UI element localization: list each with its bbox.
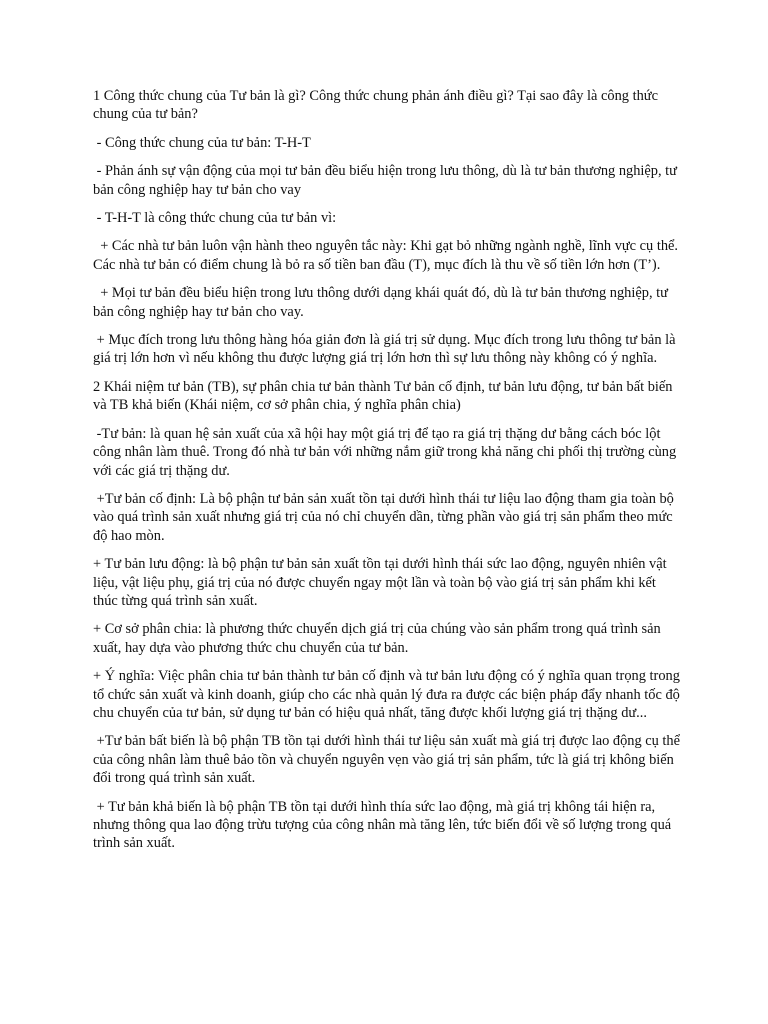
variable-capital-item: + Tư bản khả biến là bộ phận TB tồn tại dưới hình thía sức lao động, mà giá trị không tái hiện ra, nhưng thông qua lao động trừu tượng của công nhân mà tăng lên, tức biến đổi về số lượng trong quá trình sản xuất. — [93, 798, 675, 852]
reflects-line: - Phản ánh sự vận động của mọi tư bản đều biểu hiện trong lưu thông, dù là tư bản thương nghiệp, tư bản công nghiệp hay tư bản cho vay — [93, 163, 681, 198]
circulating-capital-item: + Tư bản lưu động: là bộ phận tư bản sản xuất tồn tại dưới hình thái sức lao động, nguyên nhiên vật liệu, vật liệu phụ, giá trị của nó được chuyển ngay một lần và toàn bộ vào giá trị sản phẩm khi kết thúc từng quá trình sản xuất. — [93, 556, 671, 609]
significance-item: + Ý nghĩa: Việc phân chia tư bản thành tư bản cố định và tư bản lưu động có ý nghĩa quan trọng trong tổ chức sản xuất và kinh doanh, giúp cho các nhà quản lý đưa ra được các biện pháp đẩy nhanh tốc độ chu chuyển của tư bản, sử dụng tư bản có hiệu quả nhất, tăng được khối lượng giá trị thặng dư... — [93, 668, 684, 721]
constant-capital-item: +Tư bản bất biến là bộ phận TB tồn tại dưới hình thái tư liệu sản xuất mà giá trị được lao động cụ thể của công nhân làm thuê bảo tồn và chuyển nguyên vẹn vào giá trị sản phẩm, tức là giá trị không biến đổi trong quá trình sản xuất. — [93, 733, 684, 787]
question-2-heading: 2 Khái niệm tư bản (TB), sự phân chia tư bản thành Tư bản cố định, tư bản lưu động, tư bản bất biến và TB khả biến (Khái niệm, cơ sở phân chia, ý nghĩa phân chia) — [93, 378, 677, 414]
basis-of-division-item: + Cơ sở phân chia: là phương thức chuyển dịch giá trị của chúng vào sản phẩm trong quá trình sản xuất, hay dựa vào phương thức chu chuyển của tư bản. — [93, 621, 665, 656]
reason-item-2: + Mọi tư bản đều biểu hiện trong lưu thông dưới dạng khái quát đó, dù là tư bản thương nghiệp, tư bản công nghiệp hay tư bản cho vay. — [93, 285, 672, 320]
question-1-heading: 1 Công thức chung của Tư bản là gì? Công thức chung phản ánh điều gì? Tại sao đây là công thức chung của tư bản? — [93, 88, 662, 123]
general-formula-line: - Công thức chung của tư bản: T-H-T — [93, 134, 311, 151]
reason-item-3: + Mục đích trong lưu thông hàng hóa giản đơn là giá trị sử dụng. Mục đích trong lưu thông tư bản là giá trị lớn hơn vì nếu không thu được lượng giá trị lớn hơn thì sự lưu thông này không có ý nghĩa. — [93, 332, 680, 367]
document-body — [93, 87, 683, 863]
reason-intro-line: - T-H-T là công thức chung của tư bản vì: — [93, 210, 337, 227]
reason-item-1: + Các nhà tư bản luôn vận hành theo nguyên tắc này: Khi gạt bỏ những ngành nghề, lĩnh vực cụ thể. Các nhà tư bản có điểm chung là bỏ ra số tiền ban đầu (T), mục đích là thu về số tiền lớn hơn (T’). — [93, 238, 682, 273]
fixed-capital-item: +Tư bản cố định: Là bộ phận tư bản sản xuất tồn tại dưới hình thái tư liệu lao động tham gia toàn bộ vào quá trình sản xuất nhưng giá trị của nó chỉ chuyển dần, từng phần vào giá trị sản phẩm theo mức độ hao mòn. — [93, 490, 678, 544]
capital-definition: -Tư bản: là quan hệ sản xuất của xã hội hay một giá trị để tạo ra giá trị thặng dư bằng cách bóc lột công nhân làm thuê. Trong đó nhà tư bản với những nắm giữ trong khả năng chi phối thị trường cùng với các giá trị thặng dư. — [93, 425, 680, 479]
